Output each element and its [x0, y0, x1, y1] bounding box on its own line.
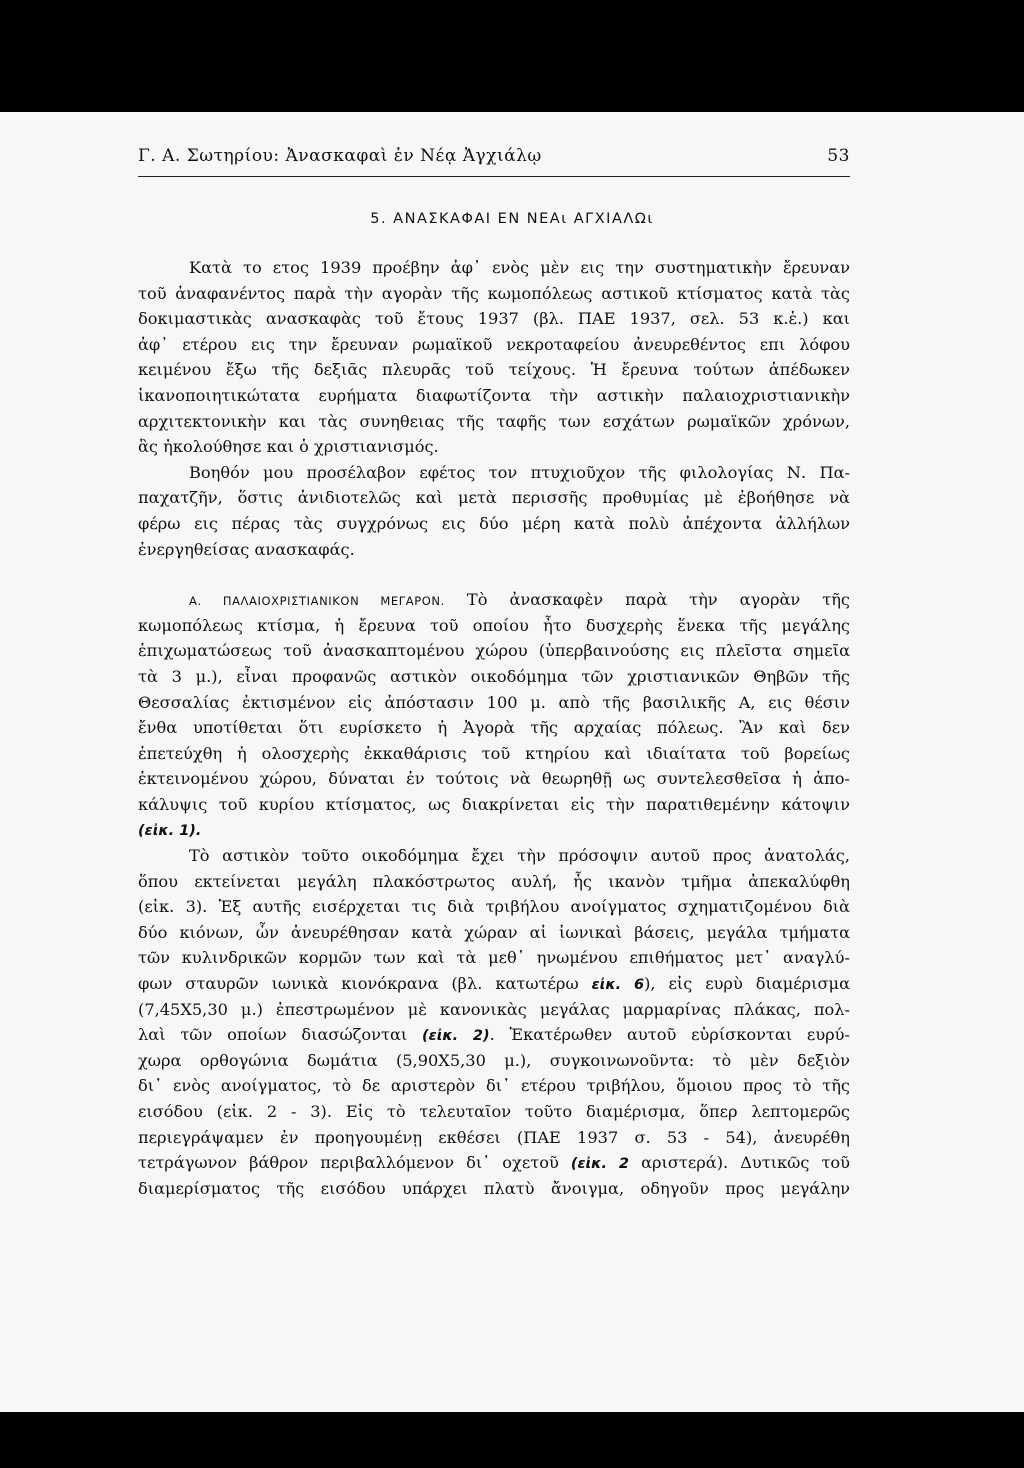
text-line: δύο κιόνων, ὧν ἀνευρέθησαν κατὰ χώραν αἱ ἰωνικαὶ βάσεις, μεγάλα τμήματα	[138, 922, 850, 942]
page-number: 53	[827, 146, 850, 166]
text-line: εισόδου (εἰκ. 2 - 3). Εἰς τὸ τελευταῖον τοῦτο διαμέρισμα, ὅπερ λεπτομερῶς	[138, 1102, 850, 1121]
text-line: κωμοπόλεως κτίσμα, ἡ ἔρευνα τοῦ οποίου ἦτο δυσχερὴς ἕνεκα τῆς μεγάλης	[138, 615, 850, 635]
text-segment: τετράγωνον βάθρον περιβαλλόμενον δι᾽ οχετοῦ	[138, 1153, 571, 1173]
text-line: (7,45Χ5,30 μ.) ἐπεστρωμένον μὲ κανονικὰς μεγάλας μαρμαρίνας πλάκας, πολ-	[138, 999, 850, 1019]
header-rule	[138, 176, 850, 177]
text-line	[138, 1022, 850, 1048]
text-line: παχατζῆν, ὅστις ἀνιδιοτελῶς καὶ μετὰ περισσῆς προθυμίας μὲ ἐβοήθησε νὰ	[138, 488, 850, 508]
text-line: ἐπιχωματώσεως τοῦ ἀνασκαπτομένου χώρου (ὑπερβαινούσης εις πλεῖστα σημεῖα	[138, 641, 850, 661]
text-segment: ), εἰς ευρὺ διαμέρισμα	[644, 974, 851, 994]
text-line: ἃς ἠκολούθησε και ὁ χριστιανισμός.	[138, 437, 439, 457]
text-line: Τὸ αστικὸν τοῦτο οικοδόμημα ἔχει τὴν πρόσοψιν αυτοῦ προς ἀνατολάς,	[189, 846, 850, 866]
text-line	[138, 1150, 850, 1176]
text-line: κειμένου ἔξω τῆς δεξιᾶς πλευρᾶς τοῦ τείχους. Ἡ ἔρευνα τούτων ἀπέδωκεν	[138, 360, 850, 380]
text-line: ἔνθα υποτίθεται ὅτι ευρίσκετο ἡ Ἀγορὰ τῆς αρχαίας πόλεως. Ἂν καὶ δεν	[138, 718, 850, 738]
text-line: τὰ 3 μ.), εἶναι προφανῶς αστικὸν οικοδόμημα τῶν χριστιανικῶν Θηβῶν τῆς	[138, 666, 850, 686]
text-line: φέρω εις πέρας τὰς συγχρόνως εις δύο μέρη κατὰ πολὺ ἀπέχοντα ἀλλήλων	[138, 513, 850, 533]
text-line: ἀφ᾽ ετέρου εις την ἔρευναν ρωμαϊκοῦ νεκροταφείου ἀνευρεθέντος επι λόφου	[138, 334, 850, 354]
text-line: διαμερίσματος τῆς εισόδου υπάρχει πλατὺ ἄνοιγμα, οδηγοῦν προς μεγάλην	[138, 1178, 850, 1198]
figure-reference: (εἰκ. 2	[570, 1156, 630, 1173]
text-line: (εἰκ. 3). Ἐξ αυτῆς εισέρχεται τις διὰ τριβήλου ανοίγματος σχηματιζομένου διὰ	[138, 897, 850, 917]
text-line: ἐνεργηθείσας ανασκαφάς.	[138, 539, 355, 559]
text-segment: λαὶ τῶν οποίων διασώζονται	[138, 1025, 423, 1045]
text-line: αρχιτεκτονικὴν και τὰς συνηθειας τῆς ταφῆς των εσχάτων ρωμαϊκῶν χρόνων,	[138, 411, 850, 431]
text-line: ὅπου εκτείνεται μεγάλη πλακόστρωτος αυλή, ἧς ικανὸν τμῆμα ἀπεκαλύφθη	[138, 871, 850, 891]
text-line: ἱκανοποιητικώτατα ευρήματα διαφωτίζοντα τὴν αστικὴν παλαιοχριστιανικὴν	[138, 385, 850, 405]
subsection-first-line	[138, 587, 850, 613]
body-text	[138, 255, 850, 1201]
text-line: δι᾽ ενὸς ανοίγματος, τὸ δε αριστερὸν δι᾽ ετέρου τριβήλου, ὅμοιου προς τὸ τῆς	[138, 1076, 850, 1096]
text-line: Βοηθόν μου προσέλαβον εφέτος τον πτυχιοῦχον τῆς φιλολογίας Ν. Πα-	[189, 462, 850, 482]
figure-reference: (εἰκ. 1).	[138, 823, 202, 840]
text-line: Θεσσαλίας ἐκτισμένον εἰς ἀπόστασιν 100 μ. απὸ τῆς βασιλικῆς Α, εις θέσιν	[138, 692, 850, 712]
subsection-label: Α. ΠΑΛΑΙΟΧΡΙΣΤΙΑΝΙΚΟΝ ΜΕΓΑΡΟΝ.	[189, 594, 445, 609]
figure-reference: εἰκ. 6	[591, 977, 645, 994]
text-line	[138, 817, 850, 843]
running-title: Γ. Α. Σωτηρίου: Ἀνασκαφαὶ ἐν Νέᾳ Ἀγχιάλῳ	[138, 146, 542, 166]
text-line: Κατὰ το ετος 1939 προέβην ἀφ᾽ ενὸς μὲν εις την συστηματικὴν ἔρευναν	[189, 258, 850, 277]
text-line: κάλυψις τοῦ κυρίου κτίσματος, ως διακρίνεται εἰς τὴν παρατιθεμένην κάτοψιν	[138, 794, 850, 814]
text-line	[138, 971, 850, 997]
text-line: περιεγράψαμεν ἐν προηγουμένῃ εκθέσει (ΠΑΕ 1937 σ. 53 - 54), ἀνευρέθη	[138, 1127, 850, 1147]
text-line: δοκιμαστικὰς ανασκαφὰς τοῦ ἔτους 1937 (βλ. ΠΑΕ 1937, σελ. 53 κ.ἑ.) και	[138, 309, 850, 329]
text-line: τοῦ ἀναφανέντος παρὰ τὴν αγορὰν τῆς κωμοπόλεως αστικοῦ κτίσματος κατὰ τὰς	[138, 283, 850, 303]
figure-reference: (εἰκ. 2)	[422, 1028, 490, 1045]
text-line: ἐκτεινομένου χώρου, δύναται ἐν τούτοις νὰ θεωρηθῇ ως συντελεσθεῖσα ἡ ἀπο-	[138, 769, 850, 789]
section-heading: 5. ΑΝΑΣΚΑΦΑΙ ΕΝ ΝΕΑι ΑΓΧΙΑΛΩι	[370, 211, 654, 227]
text-segment: . Ἑκατέρωθεν αυτοῦ εὑρίσκονται ευρύ-	[489, 1025, 850, 1045]
text-segment: φων σταυρῶν ιωνικὰ κιονόκρανα (βλ. κατωτέρω	[138, 974, 592, 994]
document-page	[0, 112, 1024, 1412]
subsection-first-line-text: Τὸ ἀνασκαφὲν παρὰ τὴν αγορὰν τῆς	[444, 590, 850, 610]
text-line: ἐπετεύχθη ἡ ολοσχερὴς ἐκκαθάρισις τοῦ κτηρίου καὶ ιδιαίτατα τοῦ βορείως	[138, 743, 850, 763]
text-line: τῶν κυλινδρικῶν κορμῶν των καὶ τὰ μεθ᾽ ηνωμένου επιθήματος μετ᾽ αναγλύ-	[138, 948, 850, 968]
text-line: χωρα ορθογώνια δωμάτια (5,90Χ5,30 μ.), συγκοινωνοῦντα: τὸ μὲν δεξιὸν	[138, 1050, 850, 1070]
text-segment: αριστερά). Δυτικῶς τοῦ	[629, 1153, 851, 1173]
